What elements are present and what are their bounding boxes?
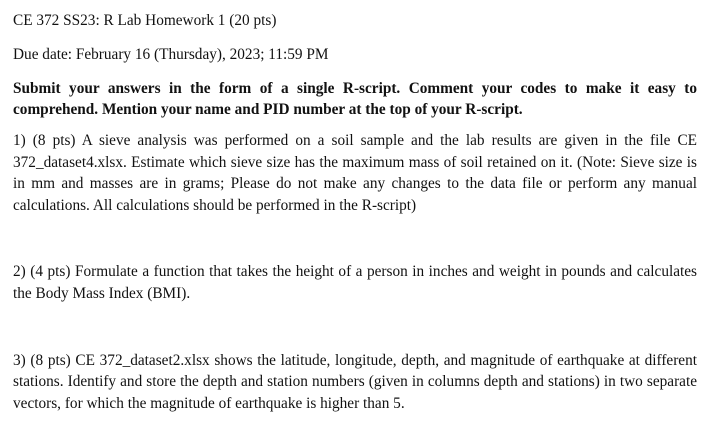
question-3: 3) (8 pts) CE 372_dataset2.xlsx shows the latitude, longitude, depth, and magnitude of earthquake at different stations. Identify and store the depth and station numbers (given in columns depth and stations) in two separate vectors, for which the magnitude of earthquake is higher than 5.	[13, 351, 697, 412]
homework-title: CE 372 SS23: R Lab Homework 1 (20 pts)	[13, 12, 277, 29]
question-1: 1) (8 pts) A sieve analysis was performed on a soil sample and the lab results are given in the file CE 372_dataset4.xlsx. Estimate which sieve size has the maximum mass of soil retained on it. (Note: Sieve size is in mm and masses are in grams; Please do not make any changes to the data file or perform any manual calculations. All calculations should be performed in the R-script)	[13, 132, 697, 214]
submission-instructions: Submit your answers in the form of a single R-script. Comment your codes to make it easy to comprehend. Mention your name and PID number at the top of your R-script.	[13, 80, 697, 118]
due-date: Due date: February 16 (Thursday), 2023; 11:59 PM	[13, 45, 329, 63]
question-2: 2) (4 pts) Formulate a function that takes the height of a person in inches and weight in pounds and calculates the Body Mass Index (BMI).	[13, 263, 697, 302]
